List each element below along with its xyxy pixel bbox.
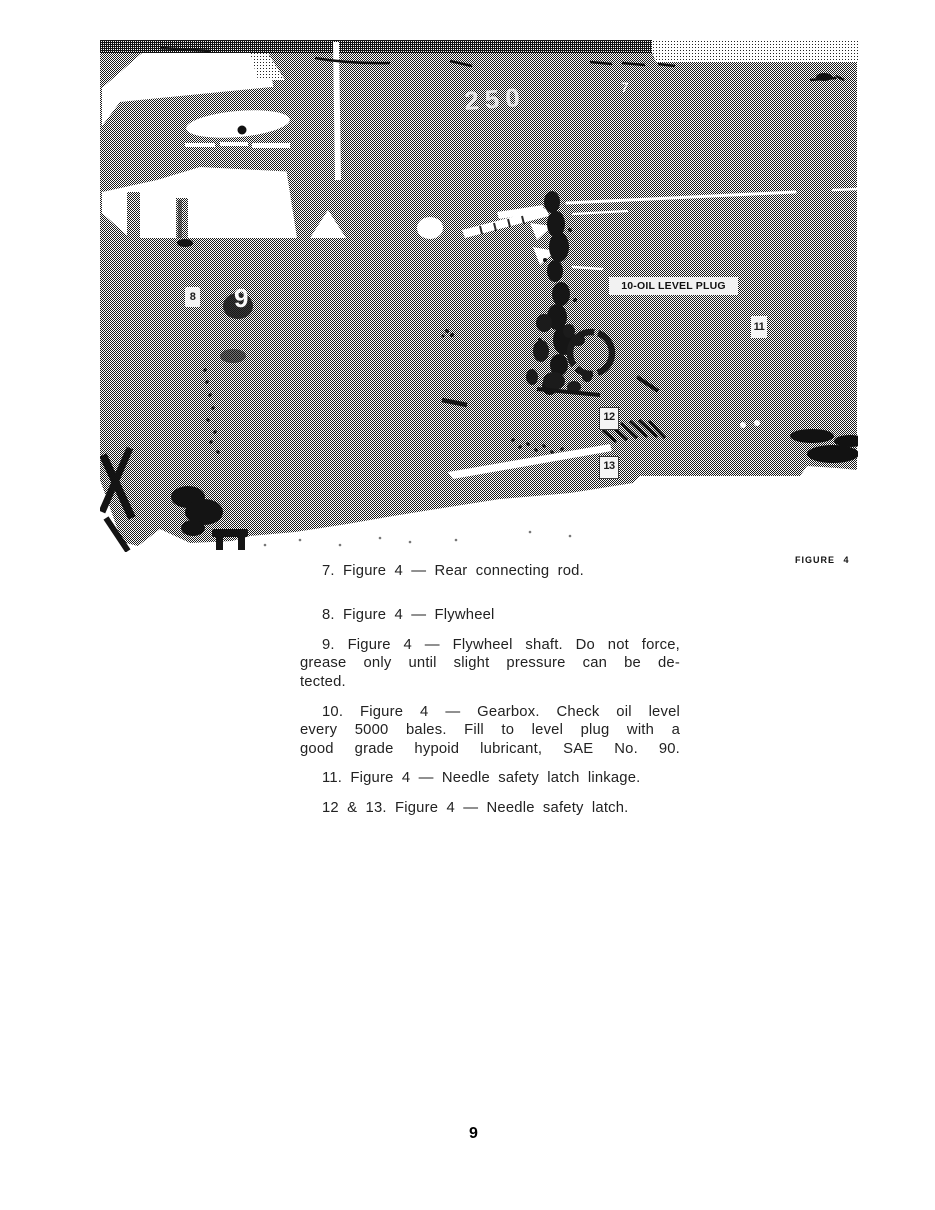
callout-tag-12: 12: [599, 407, 619, 430]
list-item-7: [300, 562, 680, 580]
oil-level-plug-label: 10-OIL LEVEL PLUG: [609, 277, 738, 295]
hitch-window: [102, 53, 297, 247]
figure-caption: FIGURE 4: [795, 555, 850, 565]
list-item-line: 12 & 13. Figure 4 — Needle safety latch.: [322, 799, 629, 816]
list-item-8: [300, 606, 680, 624]
list-item-line: 7. Figure 4 — Rear connecting rod.: [322, 563, 584, 579]
callout-tag-8: 8: [185, 287, 200, 307]
list-item-line: 9. Figure 4 — Flywheel shaft. Do not force,: [322, 636, 680, 653]
list-item-line: 11. Figure 4 — Needle safety latch linkage.: [322, 770, 641, 787]
bird-mark: [816, 73, 832, 81]
list-item-line: good grade hypoid lubricant, SAE No. 90.: [300, 740, 680, 757]
list-item-10: [300, 703, 680, 758]
list-item-line: 10. Figure 4 — Gearbox. Check oil level: [322, 704, 680, 721]
model-number-text: 250: [463, 81, 527, 116]
list-item-9: [300, 636, 680, 691]
figure-items-list: [300, 562, 680, 828]
list-item-line: every 5000 bales. Fill to level plug with a: [300, 722, 680, 739]
list-item-11: [300, 769, 680, 787]
list-item-line: tected.: [300, 673, 346, 690]
list-item-line: grease only until slight pressure can be de-: [300, 655, 680, 672]
page-number: 9: [469, 1125, 478, 1142]
callout-tag-13: 13: [599, 456, 619, 479]
callout-tag-7: 7: [621, 79, 629, 95]
list-item-line: 8. Figure 4 — Flywheel: [322, 607, 495, 624]
callout-tag-9: 9: [234, 283, 248, 313]
callout-tag-11: 11: [751, 316, 767, 338]
photo-halftone-art: [100, 40, 858, 552]
figure-4-photo: [100, 40, 858, 552]
list-item-12-13: [300, 799, 680, 817]
